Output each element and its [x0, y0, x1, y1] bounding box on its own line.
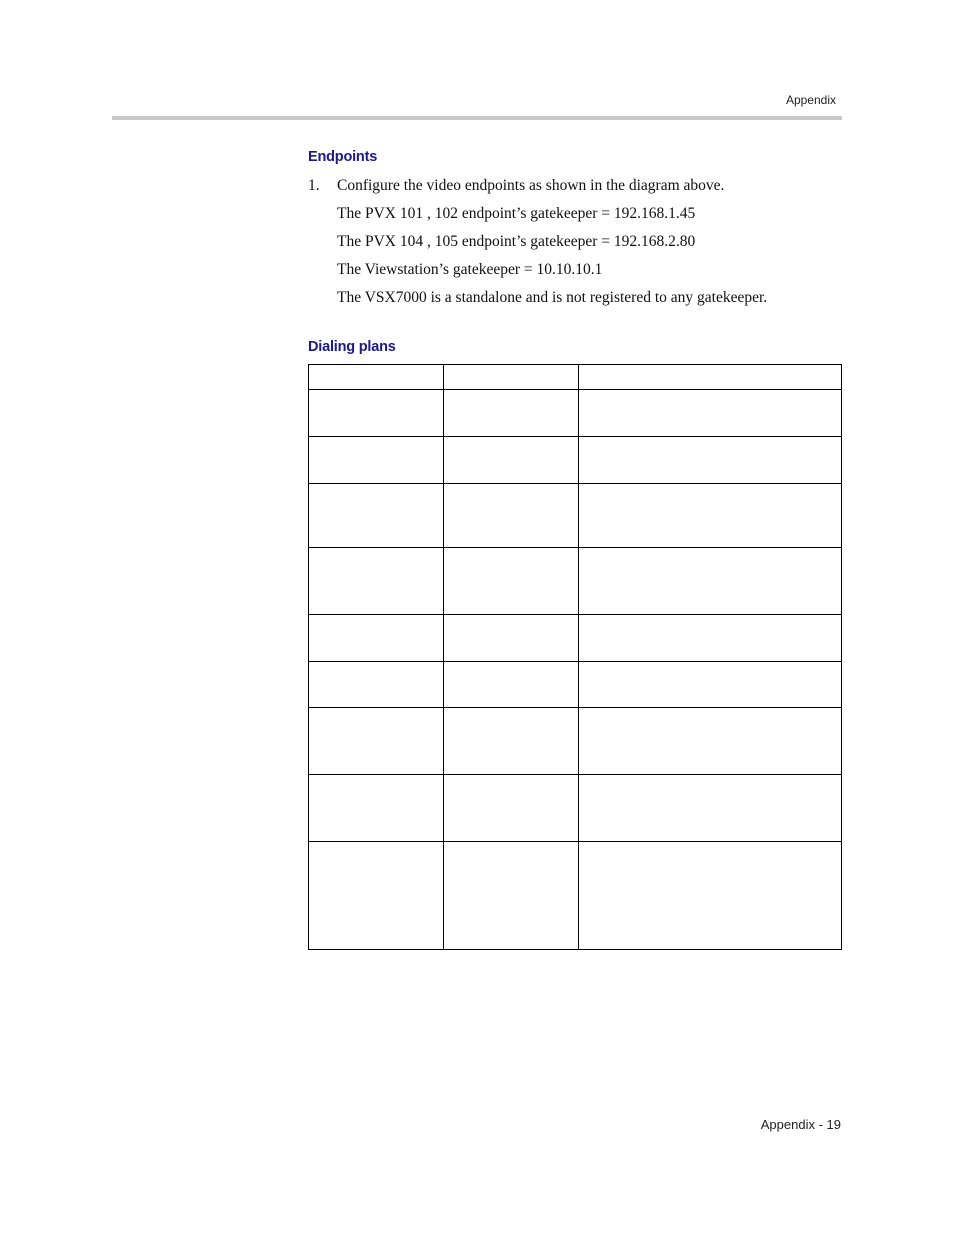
table-row [309, 708, 842, 775]
endpoints-line: The VSX7000 is a standalone and is not registered to any gatekeeper. [337, 289, 768, 306]
step-number: 1. [308, 177, 320, 194]
table-cell [444, 365, 579, 390]
table-cell [309, 708, 444, 775]
table-row [309, 390, 842, 437]
table-cell [579, 775, 842, 842]
table-row [309, 548, 842, 615]
endpoints-line: The PVX 104 , 105 endpoint’s gatekeeper = 192.168.2.80 [337, 233, 696, 250]
table-cell [309, 365, 444, 390]
dialing-plans-table [308, 364, 842, 950]
endpoints-heading: Endpoints [308, 149, 378, 165]
table-row [309, 437, 842, 484]
endpoints-line: The PVX 101 , 102 endpoint’s gatekeeper = 192.168.1.45 [337, 205, 696, 222]
table-cell [444, 775, 579, 842]
running-header: Appendix [785, 93, 836, 107]
table-row [309, 775, 842, 842]
table-cell [309, 662, 444, 708]
table-cell [579, 615, 842, 662]
table-cell [309, 437, 444, 484]
table-row [309, 365, 842, 390]
table-cell [579, 548, 842, 615]
endpoints-line: The Viewstation’s gatekeeper = 10.10.10.1 [337, 261, 603, 278]
table-cell [444, 662, 579, 708]
table-cell [309, 390, 444, 437]
dialing-plans-heading: Dialing plans [308, 339, 396, 355]
table-cell [444, 548, 579, 615]
table-cell [309, 484, 444, 548]
table-cell [444, 484, 579, 548]
table-cell [444, 437, 579, 484]
table-row [309, 615, 842, 662]
table-cell [579, 437, 842, 484]
table-cell [579, 842, 842, 950]
endpoints-line: Configure the video endpoints as shown in the diagram above. [337, 177, 725, 194]
table-row [309, 484, 842, 548]
table-cell [579, 708, 842, 775]
table-row [309, 662, 842, 708]
header-rule [112, 116, 842, 120]
table-cell [579, 365, 842, 390]
table-cell [309, 842, 444, 950]
table-cell [309, 775, 444, 842]
table-cell [309, 548, 444, 615]
page-number: Appendix - 19 [760, 1117, 841, 1132]
table-cell [579, 390, 842, 437]
table-cell [579, 662, 842, 708]
table-cell [309, 615, 444, 662]
table-cell [444, 615, 579, 662]
table-cell [579, 484, 842, 548]
table-row [309, 842, 842, 950]
table-cell [444, 842, 579, 950]
table-cell [444, 390, 579, 437]
table-cell [444, 708, 579, 775]
